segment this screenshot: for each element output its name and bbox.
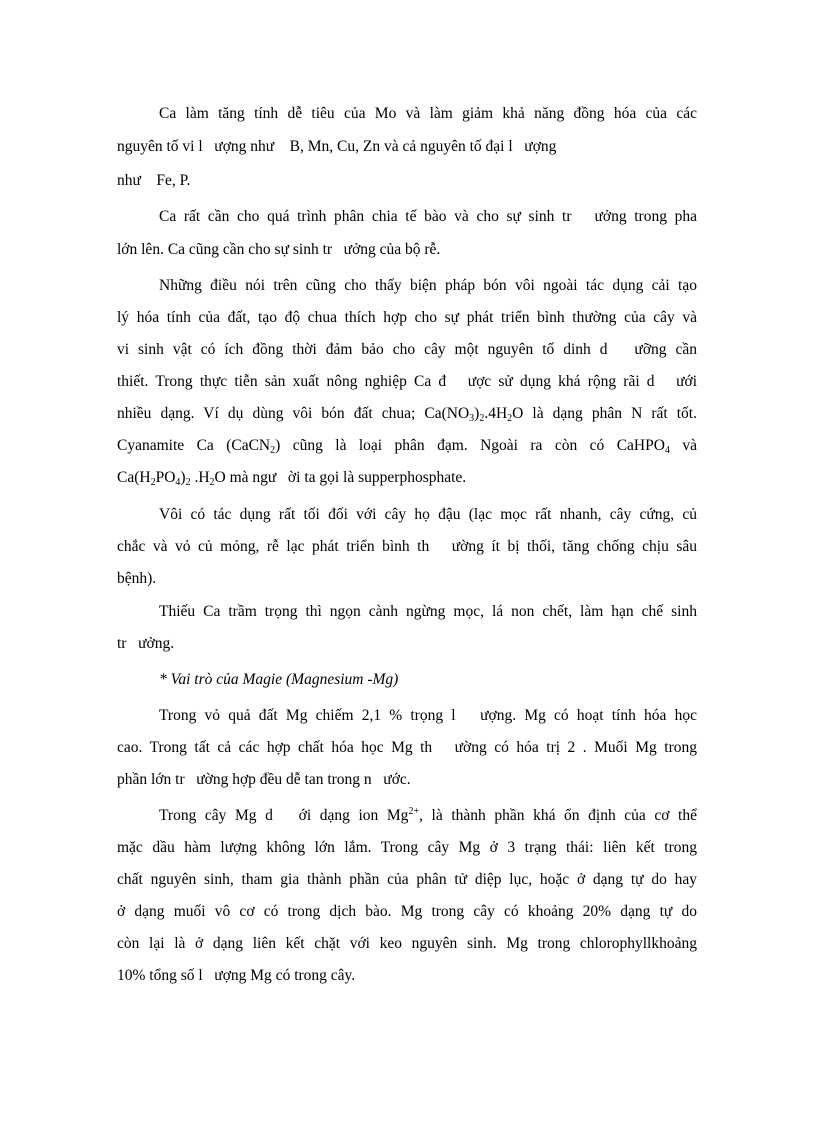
paragraph-3-line-6: Cyanamite Ca (CaCN$_2$) cũng là loại phân đạm. Ngoài ra còn có CaHPO$_4$ và xyxy=(117,437,697,456)
paragraph-4-line-2: chắc và vỏ củ mỏng, rễ lạc phát triển bình th ường ít bị thối, tăng chống chịu sâu xyxy=(117,538,697,555)
paragraph-1-line-3: như Fe, P. xyxy=(117,172,191,189)
paragraph-3-line-7: $Ca(H_2PO_4)_2$ $.H_2O$ mà ngư ời ta gọi là supperphosphate. xyxy=(117,469,467,488)
paragraph-2-line-2: lớn lên. Ca cũng cần cho sự sinh tr ưởng của bộ rễ. xyxy=(117,241,441,258)
paragraph-3-line-2: lý hóa tính của đất, tạo độ chua thích hợp cho sự phát triển bình thường của cây và xyxy=(117,309,697,326)
paragraph-7-line-1: Trong cây Mg d ới dạng ion $Mg^{2+}$, là thành phần khá ổn định của cơ thể xyxy=(159,806,697,824)
paragraph-2-line-1: Ca rất cần cho quá trình phân chia tế bào và cho sự sinh tr ưởng trong pha xyxy=(159,208,697,225)
paragraph-5-line-2: tr ưởng. xyxy=(117,635,175,652)
paragraph-7-line-3: chất nguyên sinh, tham gia thành phần của phân tử diệp lục, hoặc ở dạng tự do hay xyxy=(117,871,697,888)
paragraph-3-line-3: vi sinh vật có ích đồng thời đảm bảo cho cây một nguyên tố dinh d ưỡng cần xyxy=(117,341,697,358)
paragraph-7-line-5: còn lại là ở dạng liên kết chặt với keo nguyên sinh. Mg trong chlorophyllkhoảng xyxy=(117,935,697,952)
paragraph-4-line-3: bệnh). xyxy=(117,570,157,587)
section-heading-magie: * Vai trò của Magie (Magnesium -Mg) xyxy=(159,671,399,688)
paragraph-7-line-4: ở dạng muối vô cơ có trong dịch bào. Mg trong cây có khoảng 20% dạng tự do xyxy=(117,903,697,920)
paragraph-5-line-1: Thiếu Ca trầm trọng thì ngọn cành ngừng mọc, lá non chết, làm hạn chế sinh xyxy=(159,603,697,620)
paragraph-3-line-4: thiết. Trong thực tiễn sản xuất nông nghiệp Ca đ ược sử dụng khá rộng rãi d ưới xyxy=(117,373,697,390)
paragraph-4-line-1: Vôi có tác dụng rất tối đối với cây họ đậu (lạc mọc rất nhanh, cây cứng, củ xyxy=(159,506,697,523)
paragraph-1-line-1: Ca làm tăng tính dễ tiêu của Mo và làm giảm khả năng đồng hóa của các xyxy=(159,105,697,122)
paragraph-6-line-3: phần lớn tr ường hợp đều dễ tan trong n ước. xyxy=(117,771,411,788)
paragraph-6-line-2: cao. Trong tất cả các hợp chất hóa học Mg th ường có hóa trị 2 . Muối Mg trong xyxy=(117,739,697,756)
paragraph-3-line-1: Những điều nói trên cũng cho thấy biện pháp bón vôi ngoài tác dụng cải tạo xyxy=(159,277,697,294)
paragraph-7-line-2: mặc dầu hàm lượng không lớn lắm. Trong cây Mg ở 3 trạng thái: liên kết trong xyxy=(117,839,697,856)
paragraph-7-line-6: 10% tổng số l ượng Mg có trong cây. xyxy=(117,967,356,984)
paragraph-6-line-1: Trong vỏ quả đất Mg chiếm 2,1 % trọng l ượng. Mg có hoạt tính hóa học xyxy=(159,707,697,724)
paragraph-1-line-2: nguyên tố vi l ượng như B, Mn, Cu, Zn và cả nguyên tố đại l ượng xyxy=(117,138,557,155)
paragraph-3-line-5: nhiều dạng. Ví dụ dùng vôi bón đất chua; $Ca(NO_3)_2.4H_2O$ là dạng phân N rất tốt. xyxy=(117,405,697,424)
